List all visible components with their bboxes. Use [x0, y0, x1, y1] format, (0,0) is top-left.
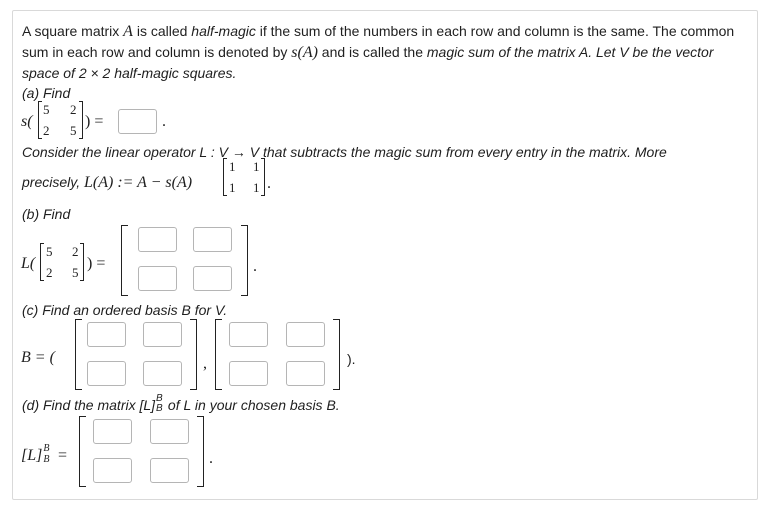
ones-m12: 1: [253, 159, 260, 174]
ones-right-bracket: [261, 158, 265, 196]
ones-m11: 1: [229, 159, 236, 174]
part-d-right-bracket: [197, 416, 204, 487]
part-a-m11: 5: [43, 102, 50, 117]
part-a-m22: 5: [70, 123, 77, 138]
part-a-period: .: [162, 113, 166, 130]
operator-line-1: Consider the linear operator L : V → V that subtracts the magic sum from every entry in the matrix. More: [22, 144, 667, 160]
basis-1-left-bracket: [75, 319, 82, 390]
part-d-label: (d) Find the matrix [L] B B of L in your chosen basis B.: [22, 393, 340, 414]
ones-m22: 1: [253, 180, 260, 195]
part-b-left-bracket: [40, 243, 44, 281]
part-d-input-12[interactable]: [150, 419, 189, 444]
part-b-input-11[interactable]: [138, 227, 177, 252]
part-c-close: ).: [347, 351, 356, 367]
operator-line-2: precisely, L(A) := A − s(A): [22, 174, 193, 191]
part-d-period: .: [209, 450, 213, 467]
part-b-fn: L(: [21, 255, 36, 272]
part-b-input-21[interactable]: [138, 266, 177, 291]
ones-period: .: [267, 175, 271, 192]
basis-1-right-bracket: [190, 319, 197, 390]
part-b-input-22[interactable]: [193, 266, 232, 291]
part-c-label: (c) Find an ordered basis B for V.: [22, 302, 228, 318]
basis-comma: ,: [203, 355, 207, 372]
ones-m21: 1: [229, 180, 236, 195]
basis-1-input-22[interactable]: [143, 361, 182, 386]
part-b-m11: 5: [46, 244, 53, 259]
basis-2-input-22[interactable]: [286, 361, 325, 386]
part-d-input-21[interactable]: [93, 458, 132, 483]
part-b-period: .: [253, 258, 257, 275]
part-b-answer-right-bracket: [241, 225, 248, 296]
part-b-rhs: ) =: [87, 255, 106, 272]
question-card: [12, 10, 758, 500]
part-d-input-22[interactable]: [150, 458, 189, 483]
part-d-left-bracket: [79, 416, 86, 487]
part-d-input-11[interactable]: [93, 419, 132, 444]
ones-left-bracket: [223, 158, 227, 196]
part-b-answer-left-bracket: [121, 225, 128, 296]
intro-line-2: sum in each row and column is denoted by s(A) and is called the magic sum of the matrix A. Let V be the vector: [22, 44, 714, 61]
part-b-label: (b) Find: [22, 206, 71, 222]
part-d-lhs: [L] B B: [21, 443, 50, 465]
basis-2-left-bracket: [215, 319, 222, 390]
part-b-m12: 2: [72, 244, 79, 259]
part-d-eq: =: [58, 447, 68, 464]
part-b-m21: 2: [46, 265, 53, 280]
part-c-lhs: B = (: [21, 349, 55, 366]
basis-2-input-21[interactable]: [229, 361, 268, 386]
basis-2-input-11[interactable]: [229, 322, 268, 347]
part-b-m22: 5: [72, 265, 79, 280]
part-a-m21: 2: [43, 123, 50, 138]
part-a-rhs: ) =: [85, 113, 104, 130]
basis-1-input-11[interactable]: [87, 322, 126, 347]
basis-2-input-12[interactable]: [286, 322, 325, 347]
intro-line-3: space of 2 × 2 half-magic squares.: [22, 65, 237, 81]
basis-1-input-21[interactable]: [87, 361, 126, 386]
part-a-left-bracket: [38, 101, 42, 139]
basis-2-right-bracket: [333, 319, 340, 390]
intro-line-1: A square matrix A is called half-magic if the sum of the numbers in each row and column is the same. The common: [22, 23, 735, 40]
basis-1-input-12[interactable]: [143, 322, 182, 347]
part-a-m12: 2: [70, 102, 77, 117]
part-a-label: (a) Find: [22, 85, 71, 101]
part-b-input-12[interactable]: [193, 227, 232, 252]
part-a-right-bracket: [79, 101, 83, 139]
part-a-answer-input[interactable]: [118, 109, 157, 134]
part-b-right-bracket: [80, 243, 84, 281]
part-a-fn: s(: [21, 113, 33, 130]
